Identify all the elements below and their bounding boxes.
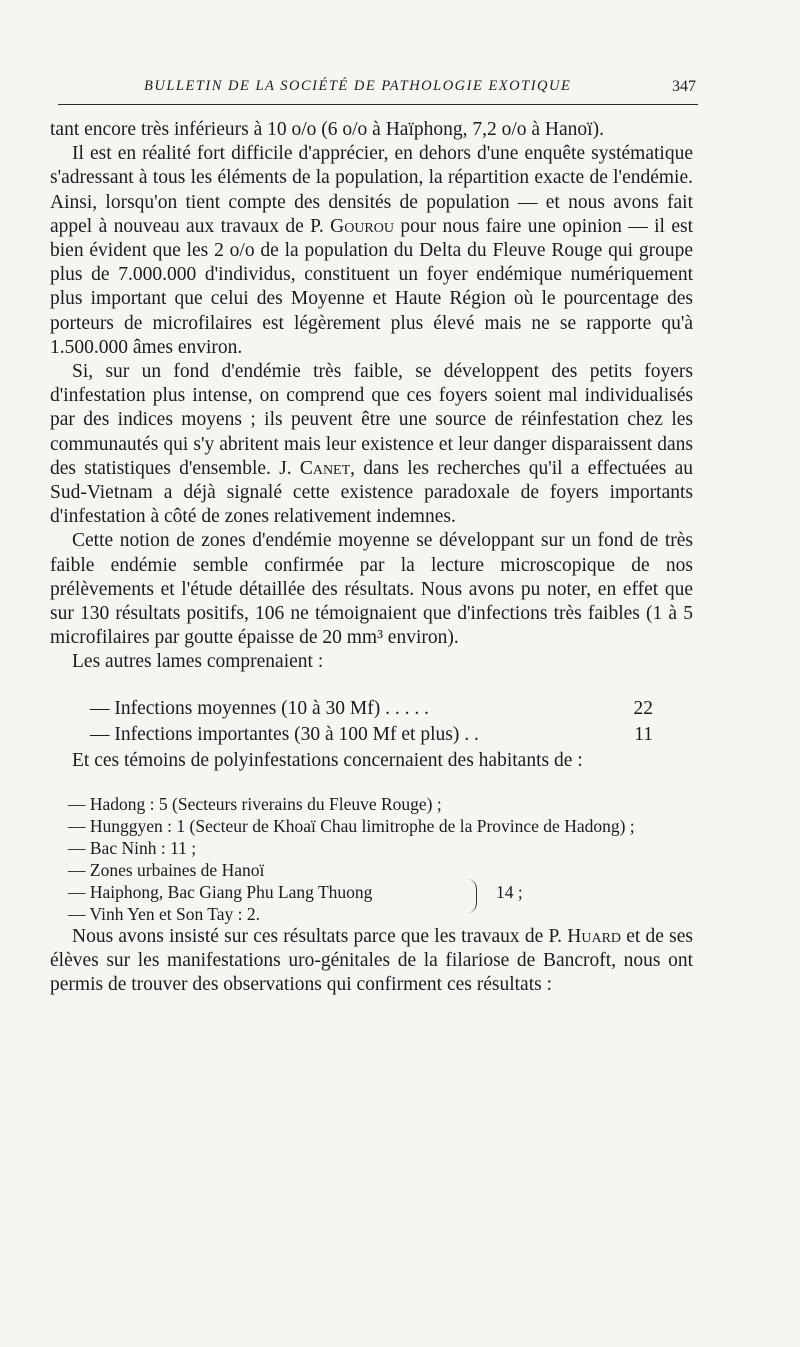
paragraph-text: Nous avons insisté sur ces résultats parce que les travaux de P. [72,925,568,947]
running-head: BULLETIN DE LA SOCIÉTÉ DE PATHOLOGIE EXOTIQUE [144,78,572,94]
author-name: Huard [567,925,622,947]
brace-icon [464,879,477,913]
page-number: 347 [672,78,696,95]
list-item: — Zones urbaines de Hanoï [68,859,265,880]
paragraph-text: et de ses élèves sur les manifestations uro-génitales de la filariose de Bancroft, nous ont permis de trouver des observations qui confirment ces résultats : [50,925,693,996]
paragraph: Et ces témoins de polyinfestations concernaient des habitants de : [72,749,583,771]
paragraph-text: Si, sur un fond d'endémie très faible, se développent des petits foyers d'infestation plus intense, on comprend que ces foyers soient mal individualisés par des indices moyens ; ils peuvent être une source de réinfestation chez les communautés qui s'y abritent mais leur existence et leur danger disparaissent dans des statistiques d'ensemble. J. [50,361,693,479]
bracket-count: 14 ; [496,881,523,902]
infection-label: — Infections importantes (30 à 100 Mf et plus) . . [90,723,479,745]
author-name: Gourou [330,215,394,237]
list-item: — Vinh Yen et Son Tay : 2. [68,903,261,924]
paragraph-text: Il est en réalité fort difficile d'apprécier, en dehors d'une enquête systématique s'adressant à tous les éléments de la population, la répartition exacte de l'endémie. Ainsi, lorsqu'on tient compte des densités de population — et nous avons fait appel à nouveau aux travaux de P. [50,143,693,237]
paragraph [50,360,693,529]
infection-row [50,723,693,749]
location-list [50,793,693,925]
paragraph: Les autres lames comprenaient : [72,651,324,673]
paragraph: Cette notion de zones d'endémie moyenne se développant sur un fond de très faible endémie semble confirmée par la lecture microscopique de nos prélèvements et l'étude détaillée des résultats. Nous avons pu noter, en effet que sur 130 résultats positifs, 106 ne témoignaient que d'infections très faibles (1 à 5 microfilaires par goutte épaisse de 20 mm³ environ). [50,530,693,649]
infection-row [50,697,693,723]
paragraph [50,925,693,998]
paragraph [50,142,693,360]
paragraph-text: pour nous faire une opinion — il est bien évident que les 2 o/o de la population du Delta du Fleuve Rouge qui groupe plus de 7.000.000 d'individus, constituent un foyer endémique numériquement plus important que celui des Moyenne et Haute Région où le pourcentage des porteurs de microfilaires est légèrement plus élevé mais ne se rapporte qu'à 1.500.000 âmes environ. [50,215,693,358]
infection-count: 11 [634,723,653,745]
infection-label: — Infections moyennes (10 à 30 Mf) . . . . . [90,697,430,719]
paragraph: tant encore très inférieurs à 10 o/o (6 o/o à Haïphong, 7,2 o/o à Hanoï). [50,119,604,140]
paragraph-text: , dans les recherches qu'il a effectuées au Sud-Vietnam a déjà signalé cette existence paradoxale de foyers importants d'infestation à côté de zones relativement indemnes. [50,457,693,528]
list-item: — Bac Ninh : 11 ; [68,837,197,858]
page-header [58,76,698,105]
author-name: Canet [299,457,351,479]
list-item: — Hunggyen : 1 (Secteur de Khoaï Chau limitrophe de la Province de Hadong) ; [68,815,635,836]
list-item: — Haiphong, Bac Giang Phu Lang Thuong [68,881,373,902]
list-item: — Hadong : 5 (Secteurs riverains du Fleuve Rouge) ; [68,793,442,814]
infection-count: 22 [633,697,653,719]
body-text [50,118,693,997]
infection-list [50,697,693,749]
